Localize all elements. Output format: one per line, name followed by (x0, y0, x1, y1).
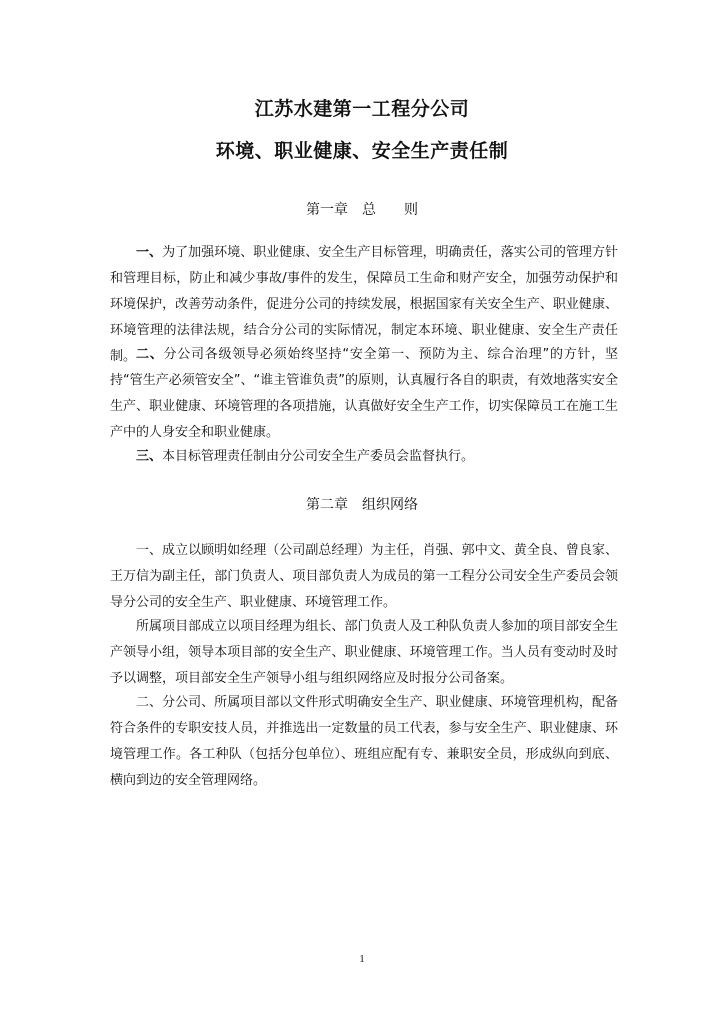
chapter-2-paragraph-3: 二、分公司、所属项目部以文件形式明确安全生产、职业健康、环境管理机构，配备符合条件的专职安技人员，并推选出一定数量的员工代表，参与安全生产、职业健康、环境管理工作。各工种队（包括分包单位）、班组应配有专、兼职安全员，形成纵向到底、横向到边的安全管理网络。 (110, 695, 618, 788)
paragraph-text: 为了加强环境、职业健康、安全生产目标管理，明确责任，落实公司的管理方针和管理目标，防止和减少事故/事件的发生，保障员工生命和财产安全，加强劳动保护和环境保护，改善劳动条件，促进分公司的持续发展，根据国家有关安全生产、职业健康、环境管理的法律法规，结合分公司的实际情况，制定本环境、职业健康、安全生产责任制。 (110, 245, 618, 364)
chapter-1-heading: 第一章 总 则 (306, 202, 418, 218)
paragraph-lead: 三、 (136, 449, 163, 464)
paragraph-text: 本目标管理责任制由分公司安全生产委员会监督执行。 (162, 449, 475, 464)
chapter-2-paragraph-2: 所属项目部成立以项目经理为组长、部门负责人及工种队负责人参加的项目部安全生产领导小组，领导本项目部的安全生产、职业健康、环境管理工作。当人员有变动时及时予以调整，项目部安全生产领导小组与组织网络应及时报分公司备案。 (110, 619, 618, 686)
chapter-1-paragraph-2 (110, 342, 618, 446)
chapter-1-paragraph-3 (110, 444, 618, 470)
page-number: 1 (359, 953, 365, 965)
chapter-2-heading: 第二章 组织网络 (306, 497, 418, 513)
paragraph-lead: 二、 (136, 347, 164, 362)
document-title-subject: 环境、职业健康、安全生产责任制 (215, 140, 509, 162)
document-title-company: 江苏水建第一工程分公司 (254, 98, 470, 120)
chapter-2-paragraph-1: 一、成立以顾明如经理（公司副总经理）为主任，肖强、郭中文、黄全良、曾良家、王万信为副主任，部门负责人、项目部负责人为成员的第一工程分公司安全生产委员会领导分公司的安全生产、职业健康、环境管理工作。 (110, 543, 618, 610)
paragraph-text: 分公司各级领导必须始终坚持“安全第一、预防为主、综合治理”的方针，坚持“管生产必须管安全”、“谁主管谁负责”的原则，认真履行各自的职责，有效地落实安全生产、职业健康、环境管理的各项措施，认真做好安全生产工作，切实保障员工在施工生产中的人身安全和职业健康。 (110, 347, 618, 440)
paragraph-lead: 一、 (136, 245, 163, 260)
